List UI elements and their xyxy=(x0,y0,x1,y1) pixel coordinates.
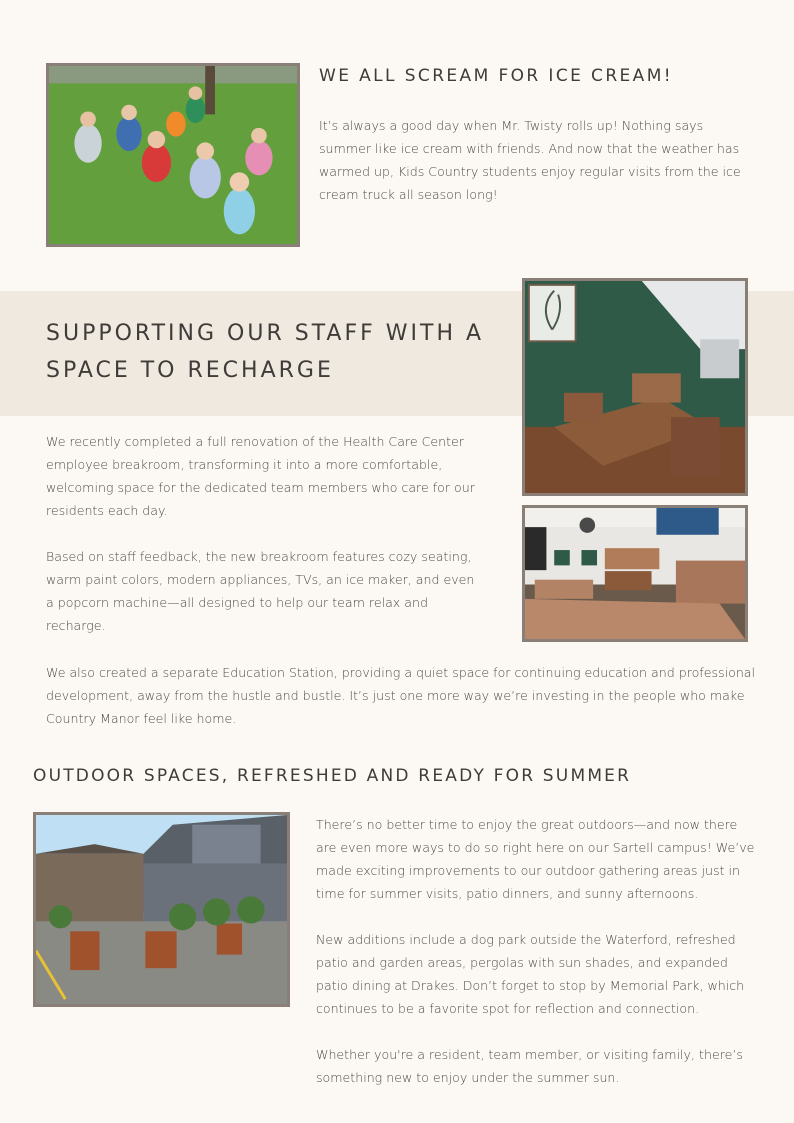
outdoor-para2: New additions include a dog park outside the Waterford, refreshed patio and garden areas, pergolas with sun shades, and expanded patio dining at Drakes. Don’t forget to stop by Memorial Park, which continues to be a favorite spot for reflection and connection. xyxy=(316,932,745,1016)
ice-cream-body: It’s always a good day when Mr. Twisty rolls up! Nothing says summer like ice cream with friends. And now that the weather has warmed up, Kids Country students enjoy regular visits from the ice cream truck all season long! xyxy=(319,118,741,202)
outdoor-para3: Whether you're a resident, team member, or visiting family, there’s something new to enjoy under the summer sun. xyxy=(316,1047,743,1085)
breakroom-para2: Based on staff feedback, the new breakroom features cozy seating, warm paint colors, modern appliances, TVs, an ice maker, and even a popcorn machine—all designed to help our team relax and recharge. xyxy=(46,549,475,633)
ice-cream-photo xyxy=(46,63,300,247)
outdoor-patio-photo xyxy=(33,812,290,1007)
breakroom-para1: We recently completed a full renovation of the Health Care Center employee breakroom, transforming it into a more comfortable, welcoming space for the dedicated team members who care for our residents each day. xyxy=(46,434,475,518)
breakroom-lounge-photo xyxy=(522,505,748,642)
breakroom-title-line1: SUPPORTING OUR STAFF WITH A xyxy=(46,321,485,346)
outdoor-patio-photo-icon xyxy=(36,815,287,1004)
breakroom-title-line2: SPACE TO RECHARGE xyxy=(46,358,334,383)
children-eating-ice-cream-photo-icon xyxy=(49,66,297,244)
breakroom-lounge-photo-icon xyxy=(525,508,745,639)
ice-cream-title: WE ALL SCREAM FOR ICE CREAM! xyxy=(319,66,673,86)
breakroom-dining-photo-icon xyxy=(525,281,745,493)
breakroom-dining-photo xyxy=(522,278,748,496)
outdoor-para1: There’s no better time to enjoy the great outdoors—and now there are even more ways to do so right here on our Sartell campus! We’ve made exciting improvements to our outdoor gathering areas just in time for summer visits, patio dinners, and sunny afternoons. xyxy=(316,817,755,901)
outdoor-title: OUTDOOR SPACES, REFRESHED AND READY FOR SUMMER xyxy=(33,766,632,786)
breakroom-para3: We also created a separate Education Station, providing a quiet space for continuing education and professional development, away from the hustle and bustle. It’s just one more way we’re investing in the people who make Country Manor feel like home. xyxy=(46,665,756,726)
